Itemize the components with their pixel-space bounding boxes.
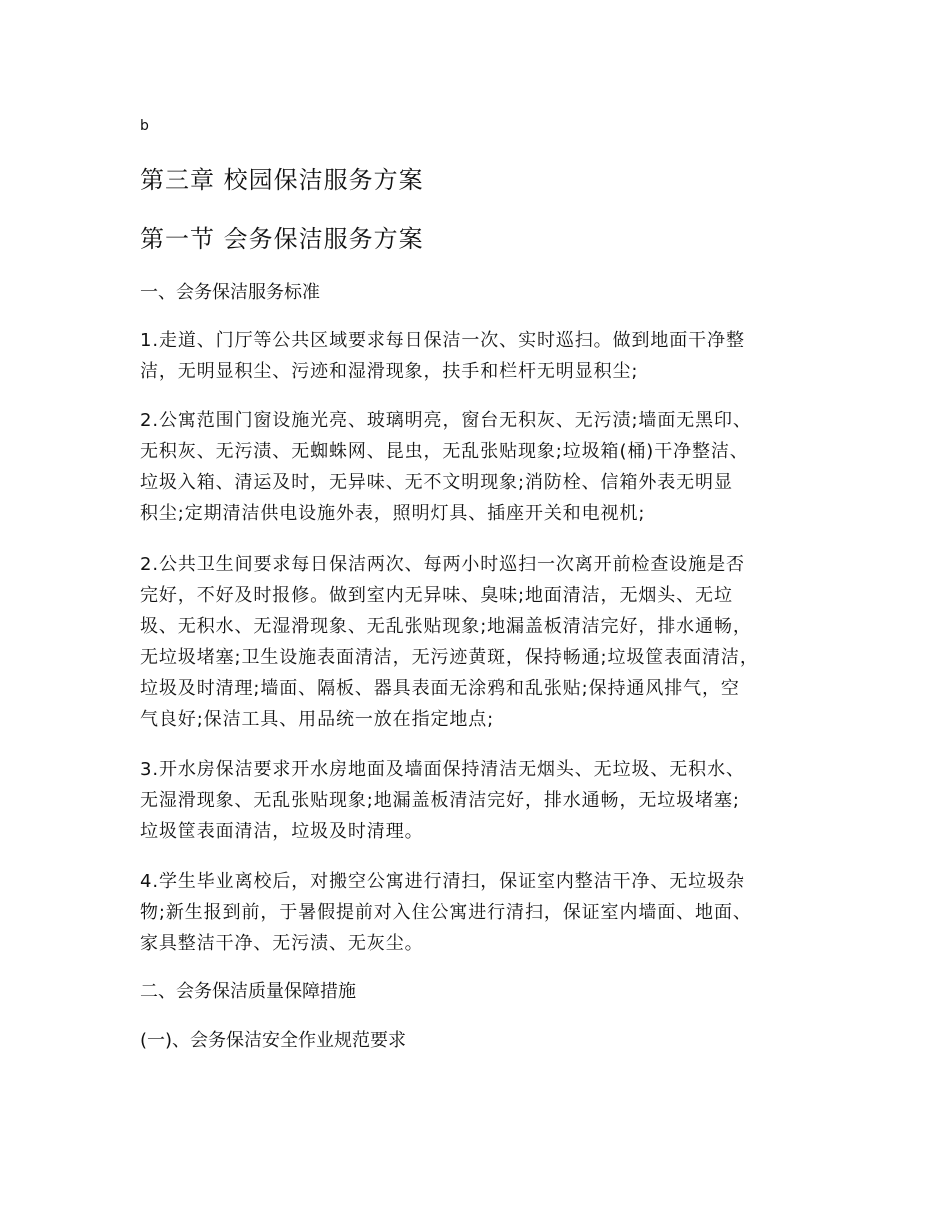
paragraph-line: 无积灰、无污渍、无蜘蛛网、昆虫，无乱张贴现象;垃圾箱(桶)干净整洁、 [140,441,749,462]
paragraph-line: 4.学生毕业离校后，对搬空公寓进行清扫，保证室内整洁干净、无垃圾杂 [140,871,745,892]
subsection-heading-safety: (一)、会务保洁安全作业规范要求 [140,1030,407,1051]
paragraph-line: 垃圾入箱、清运及时，无异味、无不文明现象;消防栓、信箱外表无明显 [140,472,733,493]
paragraph-graduation-cleanup [140,866,830,959]
page-marker: b [140,118,149,134]
paragraph-line: 2.公寓范围门窗设施光亮、玻璃明亮，窗台无积灰、无污渍;墙面无黑印、 [140,410,752,431]
paragraph-line: 积尘;定期清洁供电设施外表，照明灯具、插座开关和电视机; [140,503,646,524]
paragraph-line: 无垃圾堵塞;卫生设施表面清洁，无污迹黄斑，保持畅通;垃圾筐表面清洁， [140,647,759,668]
paragraph-corridors [140,325,830,387]
paragraph-boiler-room [140,754,830,847]
subsection-heading-quality: 二、会务保洁质量保障措施 [140,981,356,1002]
paragraph-line: 1.走道、门厅等公共区域要求每日保洁一次、实时巡扫。做到地面干净整 [140,330,745,351]
section-title: 第一节 会务保洁服务方案 [140,225,424,253]
paragraph-line: 2.公共卫生间要求每日保洁两次、每两小时巡扫一次离开前检查设施是否 [140,554,745,575]
chapter-title: 第三章 校园保洁服务方案 [140,166,424,194]
paragraph-restrooms [140,549,830,735]
paragraph-line: 垃圾筐表面清洁，垃圾及时清理。 [140,821,424,842]
paragraph-line: 气良好;保洁工具、用品统一放在指定地点; [140,709,495,730]
paragraph-line: 物;新生报到前，于暑假提前对入住公寓进行清扫，保证室内墙面、地面、 [140,902,752,923]
paragraph-line: 无湿滑现象、无乱张贴现象;地漏盖板清洁完好，排水通畅，无垃圾堵塞; [140,790,740,811]
paragraph-line: 完好，不好及时报修。做到室内无异味、臭味;地面清洁，无烟头、无垃 [140,585,733,606]
paragraph-line: 圾、无积水、无湿滑现象、无乱张贴现象;地漏盖板清洁完好，排水通畅， [140,616,752,637]
paragraph-line: 家具整洁干净、无污渍、无灰尘。 [140,933,424,954]
paragraph-apartments [140,405,830,529]
paragraph-line: 3.开水房保洁要求开水房地面及墙面保持清洁无烟头、无垃圾、无积水、 [140,759,745,780]
paragraph-line: 垃圾及时清理;墙面、隔板、器具表面无涂鸦和乱张贴;保持通风排气，空 [140,678,740,699]
paragraph-line: 洁，无明显积尘、污迹和湿滑现象，扶手和栏杆无明显积尘; [140,361,639,382]
subsection-heading-standards: 一、会务保洁服务标准 [140,282,320,303]
